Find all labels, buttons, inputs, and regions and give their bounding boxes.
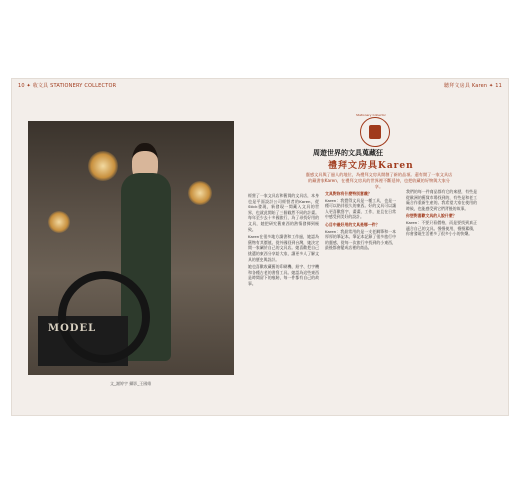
question-heading: 你想對喜歡文具的人說什麼？ bbox=[406, 213, 457, 219]
press-model-label: MODEL bbox=[48, 323, 97, 334]
page-header-right: 聽拜文房具 Karen ✦ 11 bbox=[444, 83, 502, 89]
lamp-glow bbox=[188, 181, 212, 205]
article-column-1 bbox=[248, 193, 319, 289]
photo-caption: 文_謝婷宇 攝影_王國維 bbox=[110, 381, 152, 386]
paragraph: 她也喜歡收藏舊的印刷機、鉛字、打字機和各種古老的書寫工具。她認為這些東西是時間留下的痕跡，每一件都有自己的故事。 bbox=[248, 264, 319, 286]
article-column-2 bbox=[325, 189, 396, 253]
magazine-spread bbox=[12, 79, 508, 415]
question-heading: 心目中最好用的文具是哪一件？ bbox=[325, 221, 380, 227]
paragraph: Karen：我最常用的是一支老鋼筆和一本厚厚的筆記本。筆記本記錄了很多旅行中的靈感，從每一次旅行中找到的小東西，最後都會變成店裡的商品。 bbox=[325, 228, 396, 251]
paragraph: 我們的每一件商品都有它的來歷，有些是從歐洲的舊貨市場找到的，有些是和老工廠合作重新生產的。我希望大家在使用的時候，也能感受到它們背後的故事。 bbox=[406, 189, 477, 211]
page-header-left: 10 ✦ 收文具 STATIONERY COLLECTOR bbox=[18, 83, 117, 89]
paragraph: Karen在很多地方讀書和工作過，她認為舊物有其價值。從外國回到台灣，她決定開一家屬於自己的文具店。她喜歡把自己挑選的東西分享給大家，讓更多人了解文具的歷史與設計。 bbox=[248, 234, 319, 262]
paragraph: Karen：我覺得文具是一種工具，也是一種可以陪伴很久的東西。好的文具可以讓人更喜歡寫字、畫畫、工作，並且在日常中感受到美好的設計。 bbox=[325, 197, 396, 220]
printing-press-wheel bbox=[58, 271, 150, 363]
article-title: 禮拜文房具Karen bbox=[328, 161, 414, 171]
badge-text: Stationery Collector bbox=[356, 113, 386, 117]
stationery-collector-badge bbox=[360, 117, 390, 147]
paragraph: 經營了一家文具店和舊貨的文具店，本身也是平面設計公司經營者的Karen，從Stick發現，新發現一間藏入文具的世界，也就此開始了三個截然不同的計畫。每年至少去十多國旅行，為了尋找好用的文具，她把研究舊東西的熱情發揮到極致。 bbox=[248, 193, 319, 232]
article-subtitle: 周遊世界的文具蒐藏狂 bbox=[313, 149, 383, 157]
lamp-glow bbox=[48, 211, 70, 233]
person-icon bbox=[369, 125, 381, 139]
paragraph: Karen：不要只看價格，而是要找到真正適合自己的文具。慢慢使用，慢慢累積，你會發現生活裡多了很多小小的快樂。 bbox=[406, 219, 477, 237]
lamp-glow bbox=[88, 151, 118, 181]
article-intro: 靈感文具與了過人的地位，為禮拜文房具開創了新的品項。還有開了一家文具店的藏書家Karen，在禮拜文房具的世界裡不斷延伸，也把收藏的好物與大家分享。 bbox=[305, 172, 453, 189]
portrait-photo bbox=[28, 121, 234, 375]
question-heading: 文具對妳有什麼特別意義？ bbox=[325, 191, 372, 196]
article-column-3 bbox=[406, 189, 477, 239]
